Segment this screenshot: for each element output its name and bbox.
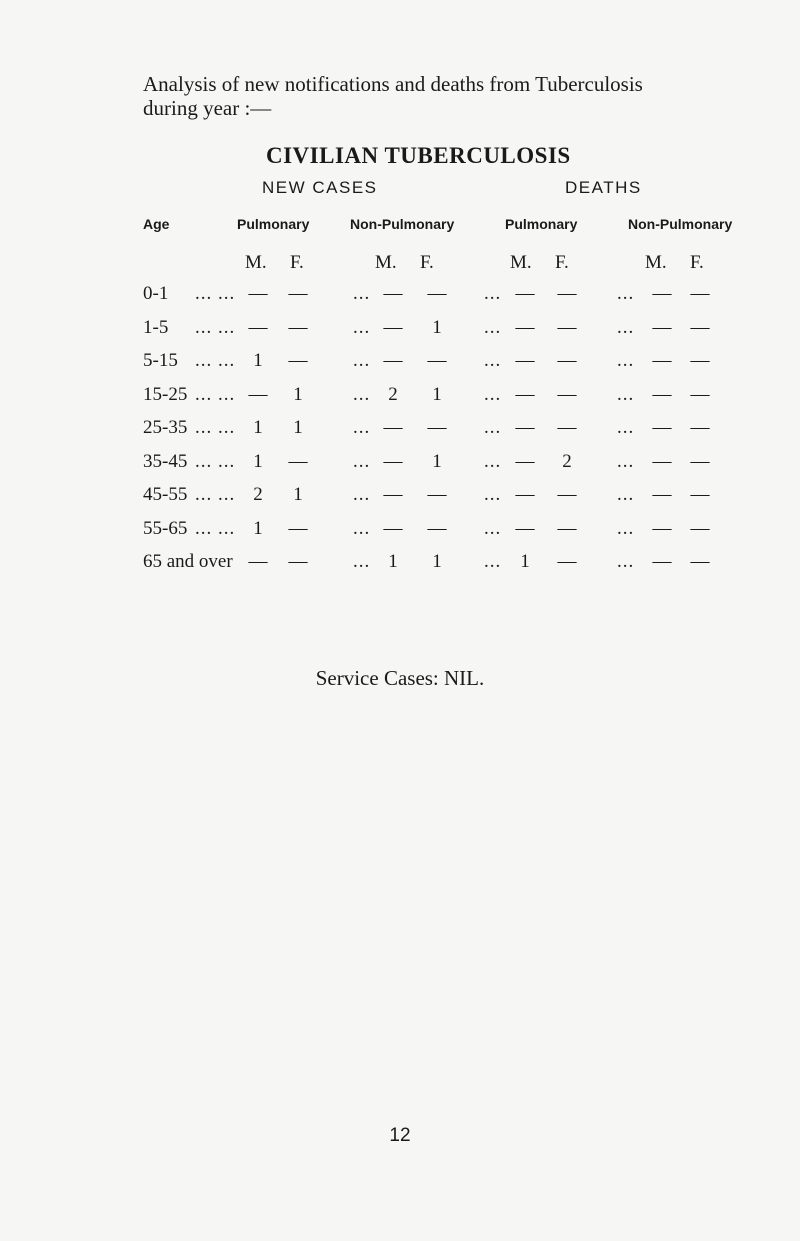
table-cell-new-pul-m: 1 <box>253 417 263 438</box>
column-leader-dots: ... <box>484 451 502 472</box>
table-cell-new-non-m: — <box>383 451 403 472</box>
age-leader-dots: ... ... <box>195 350 236 371</box>
column-leader-dots: ... <box>484 417 502 438</box>
table-cell-new-pul-m: — <box>248 283 268 304</box>
table-cell-d-pul-f: — <box>557 317 577 338</box>
age-leader-dots: ... ... <box>195 417 236 438</box>
table-cell-new-pul-m: 1 <box>253 451 263 472</box>
table-cell-d-non-f: — <box>690 484 710 505</box>
age-leader-dots: ... ... <box>195 317 236 338</box>
sex-label-f: F. <box>290 252 304 273</box>
column-leader-dots: ... <box>353 484 371 505</box>
column-leader-dots: ... <box>617 317 635 338</box>
column-leader-dots: ... <box>617 417 635 438</box>
table-cell-new-non-m: 2 <box>388 384 398 405</box>
header-deaths-non-pulmonary: Non-Pulmonary <box>628 216 733 232</box>
table-cell-new-non-m: — <box>383 518 403 539</box>
column-leader-dots: ... <box>353 317 371 338</box>
table-cell-new-non-m: — <box>383 317 403 338</box>
table-cell-new-pul-f: — <box>288 350 308 371</box>
table-title: CIVILIAN TUBERCULOSIS <box>266 143 571 168</box>
table-cell-d-pul-f: 2 <box>562 451 572 472</box>
table-cell-new-non-f: — <box>427 484 447 505</box>
table-cell-new-non-m: 1 <box>388 551 398 572</box>
sex-label-m: M. <box>645 252 667 273</box>
intro-line-1: Analysis of new notifications and deaths from Tuberculosis <box>143 72 643 96</box>
table-cell-new-non-m: — <box>383 283 403 304</box>
table-cell-d-non-m: — <box>652 417 672 438</box>
table-cell-new-non-f: — <box>427 518 447 539</box>
table-cell-d-non-f: — <box>690 317 710 338</box>
table-cell-new-non-f: 1 <box>432 384 442 405</box>
service-cases-note: Service Cases: NIL. <box>315 666 485 690</box>
table-cell-d-pul-m: — <box>515 451 535 472</box>
age-label: 5-15 <box>143 350 178 371</box>
header-new-non-pulmonary: Non-Pulmonary <box>350 216 455 232</box>
age-leader-dots: ... ... <box>195 451 236 472</box>
column-leader-dots: ... <box>484 484 502 505</box>
group-header-new-cases: NEW CASES <box>262 178 378 197</box>
age-label: 15-25 <box>143 384 188 405</box>
column-leader-dots: ... <box>353 350 371 371</box>
intro-line-2: during year :— <box>143 96 272 120</box>
table-cell-d-non-m: — <box>652 518 672 539</box>
table-cell-d-non-m: — <box>652 384 672 405</box>
column-leader-dots: ... <box>484 317 502 338</box>
column-leader-dots: ... <box>617 350 635 371</box>
column-leader-dots: ... <box>484 350 502 371</box>
table-cell-d-pul-f: — <box>557 518 577 539</box>
column-leader-dots: ... <box>353 283 371 304</box>
column-leader-dots: ... <box>617 384 635 405</box>
table-cell-new-non-m: — <box>383 484 403 505</box>
table-cell-d-non-f: — <box>690 417 710 438</box>
table-cell-d-pul-f: — <box>557 350 577 371</box>
table-cell-new-non-f: 1 <box>432 551 442 572</box>
table-cell-d-non-f: — <box>690 551 710 572</box>
age-label: 35-45 <box>143 451 188 472</box>
table-cell-new-pul-f: 1 <box>293 417 303 438</box>
table-cell-d-pul-f: — <box>557 484 577 505</box>
table-cell-d-pul-m: 1 <box>520 551 530 572</box>
table-cell-d-non-m: — <box>652 551 672 572</box>
age-leader-dots: ... ... <box>195 283 236 304</box>
table-cell-new-pul-m: 1 <box>253 350 263 371</box>
column-leader-dots: ... <box>617 551 635 572</box>
table-cell-new-pul-f: 1 <box>293 384 303 405</box>
intro-text <box>143 72 643 120</box>
table-cell-new-pul-f: — <box>288 518 308 539</box>
column-leader-dots: ... <box>484 518 502 539</box>
sex-label-f: F. <box>690 252 704 273</box>
age-label: 25-35 <box>143 417 188 438</box>
column-leader-dots: ... <box>617 283 635 304</box>
age-label: 1-5 <box>143 317 169 338</box>
table-cell-d-non-m: — <box>652 283 672 304</box>
table-cell-new-non-f: — <box>427 283 447 304</box>
sex-label-m: M. <box>510 252 532 273</box>
column-leader-dots: ... <box>617 484 635 505</box>
sex-label-m: M. <box>245 252 267 273</box>
table-cell-d-non-m: — <box>652 451 672 472</box>
table-cell-d-pul-f: — <box>557 283 577 304</box>
sex-label-m: M. <box>375 252 397 273</box>
table-cell-d-pul-f: — <box>557 384 577 405</box>
group-header-deaths: DEATHS <box>565 178 642 197</box>
table-cell-new-pul-m: — <box>248 317 268 338</box>
table-cell-new-non-f: 1 <box>432 317 442 338</box>
table-cell-new-non-m: — <box>383 350 403 371</box>
sex-label-f: F. <box>420 252 434 273</box>
table-cell-new-pul-m: 2 <box>253 484 263 505</box>
column-leader-dots: ... <box>353 417 371 438</box>
age-leader-dots: ... ... <box>195 518 236 539</box>
table-cell-new-pul-f: 1 <box>293 484 303 505</box>
table-cell-d-pul-m: — <box>515 417 535 438</box>
age-label: 65 and over <box>143 551 233 572</box>
age-label: 0-1 <box>143 283 169 304</box>
column-leader-dots: ... <box>484 551 502 572</box>
age-leader-dots: ... ... <box>195 384 236 405</box>
table-cell-d-pul-m: — <box>515 350 535 371</box>
table-cell-d-pul-m: — <box>515 283 535 304</box>
table-cell-new-non-f: — <box>427 417 447 438</box>
table-cell-d-non-m: — <box>652 350 672 371</box>
age-label: 45-55 <box>143 484 188 505</box>
header-deaths-pulmonary: Pulmonary <box>505 216 578 232</box>
column-leader-dots: ... <box>617 451 635 472</box>
table-cell-new-pul-m: — <box>248 384 268 405</box>
column-leader-dots: ... <box>353 518 371 539</box>
table-cell-d-pul-m: — <box>515 518 535 539</box>
table-cell-d-non-f: — <box>690 350 710 371</box>
age-label: 55-65 <box>143 518 188 539</box>
column-leader-dots: ... <box>353 551 371 572</box>
page-number: 12 <box>389 1125 411 1146</box>
table-cell-new-pul-m: 1 <box>253 518 263 539</box>
table-cell-d-pul-f: — <box>557 551 577 572</box>
column-leader-dots: ... <box>353 384 371 405</box>
table-cell-new-pul-f: — <box>288 451 308 472</box>
table-cell-d-non-m: — <box>652 317 672 338</box>
table-cell-new-pul-f: — <box>288 283 308 304</box>
table-cell-d-non-m: — <box>652 484 672 505</box>
table-cell-d-pul-m: — <box>515 317 535 338</box>
table-cell-d-pul-m: — <box>515 484 535 505</box>
column-leader-dots: ... <box>484 384 502 405</box>
column-leader-dots: ... <box>617 518 635 539</box>
table-cell-d-non-f: — <box>690 451 710 472</box>
table-cell-new-non-f: — <box>427 350 447 371</box>
column-leader-dots: ... <box>353 451 371 472</box>
table-cell-new-non-f: 1 <box>432 451 442 472</box>
table-cell-d-non-f: — <box>690 283 710 304</box>
table-cell-new-non-m: — <box>383 417 403 438</box>
header-new-pulmonary: Pulmonary <box>237 216 310 232</box>
table-cell-new-pul-m: — <box>248 551 268 572</box>
table-cell-d-pul-m: — <box>515 384 535 405</box>
sex-label-f: F. <box>555 252 569 273</box>
table-cell-d-pul-f: — <box>557 417 577 438</box>
table-cell-d-non-f: — <box>690 384 710 405</box>
table-cell-d-non-f: — <box>690 518 710 539</box>
header-age: Age <box>143 216 170 232</box>
column-leader-dots: ... <box>484 283 502 304</box>
table-cell-new-pul-f: — <box>288 317 308 338</box>
age-leader-dots: ... ... <box>195 484 236 505</box>
table-cell-new-pul-f: — <box>288 551 308 572</box>
